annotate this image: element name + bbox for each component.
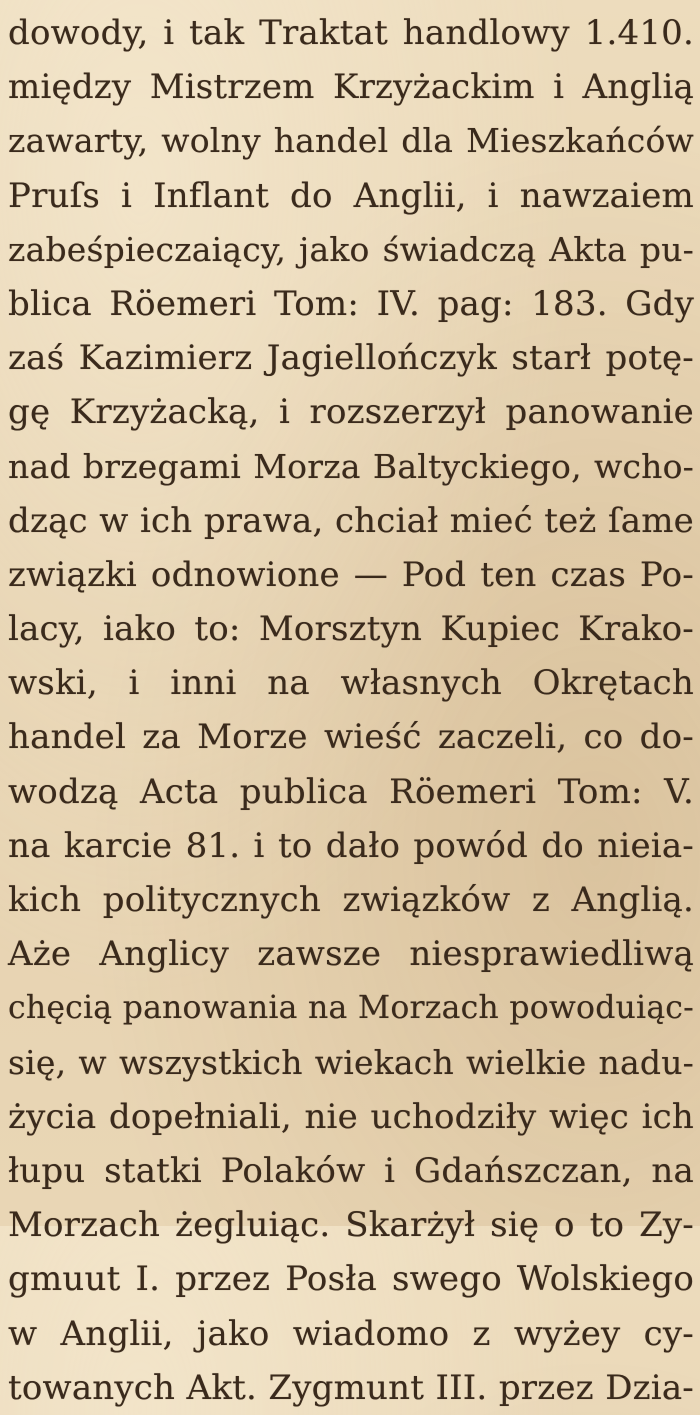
text-line-26: towanych Akt. Zygmunt III. przez Dzia- <box>8 1367 694 1408</box>
text-line-21: życia dopełniali, nie uchodziły więc ich <box>8 1096 694 1137</box>
text-line-22: łupu statki Polaków i Gdańszczan, na <box>8 1150 694 1191</box>
text-line-25: w Anglii, jako wiadomo z wyżey cy- <box>8 1313 694 1354</box>
text-line-23: Morzach żegluiąc. Skarżył się o to Zy- <box>8 1205 694 1246</box>
text-line-11: związki odnowione — Pod ten czas Po- <box>8 554 694 595</box>
text-line-12: lacy, iako to: Morsztyn Kupiec Krako- <box>8 609 694 650</box>
text-line-6: blica Röemeri Tom: IV. pag: 183. Gdy <box>8 283 694 324</box>
text-line-9: nad brzegami Morza Baltyckiego, wcho- <box>8 446 694 486</box>
text-line-15: wodzą Acta publica Röemeri Tom: V. <box>8 771 694 812</box>
text-line-19: chęcią panowania na Morzach powoduiąc- <box>8 990 694 1027</box>
body-text <box>8 6 694 1415</box>
text-line-24: gmuut I. przez Posła swego Wolskiego <box>8 1259 694 1300</box>
text-line-17: kich politycznych związków z Anglią. <box>8 880 694 920</box>
text-line-10: dząc w ich prawa, chciał mieć też ſame <box>8 500 694 541</box>
text-line-7: zaś Kazimierz Jagiellończyk starł potę- <box>8 338 694 379</box>
text-line-13: wski, i inni na własnych Okrętach <box>8 663 694 704</box>
text-line-14: handel za Morze wieść zaczeli, co do- <box>8 717 694 758</box>
text-line-8: gę Krzyżacką, i rozszerzył panowanie <box>8 392 694 433</box>
text-line-5: zabeśpieczaiący, jako świadczą Akta pu- <box>8 229 694 269</box>
text-line-1: dowody, i tak Traktat handlowy 1.410. <box>8 13 694 53</box>
text-line-16: na karcie 81. i to dało powód do nieia- <box>8 825 694 866</box>
text-line-18: Aże Anglicy zawsze niesprawiedliwą <box>8 934 694 975</box>
text-line-4: Pruſs i Inflant do Anglii, i nawzaiem <box>8 175 694 216</box>
text-line-20: się, w wszystkich wiekach wielkie nadu- <box>8 1042 694 1082</box>
text-line-3: zawarty, wolny handel dla Mieszkańców <box>8 121 694 161</box>
text-line-2: między Mistrzem Krzyżackim i Anglią <box>8 67 694 108</box>
